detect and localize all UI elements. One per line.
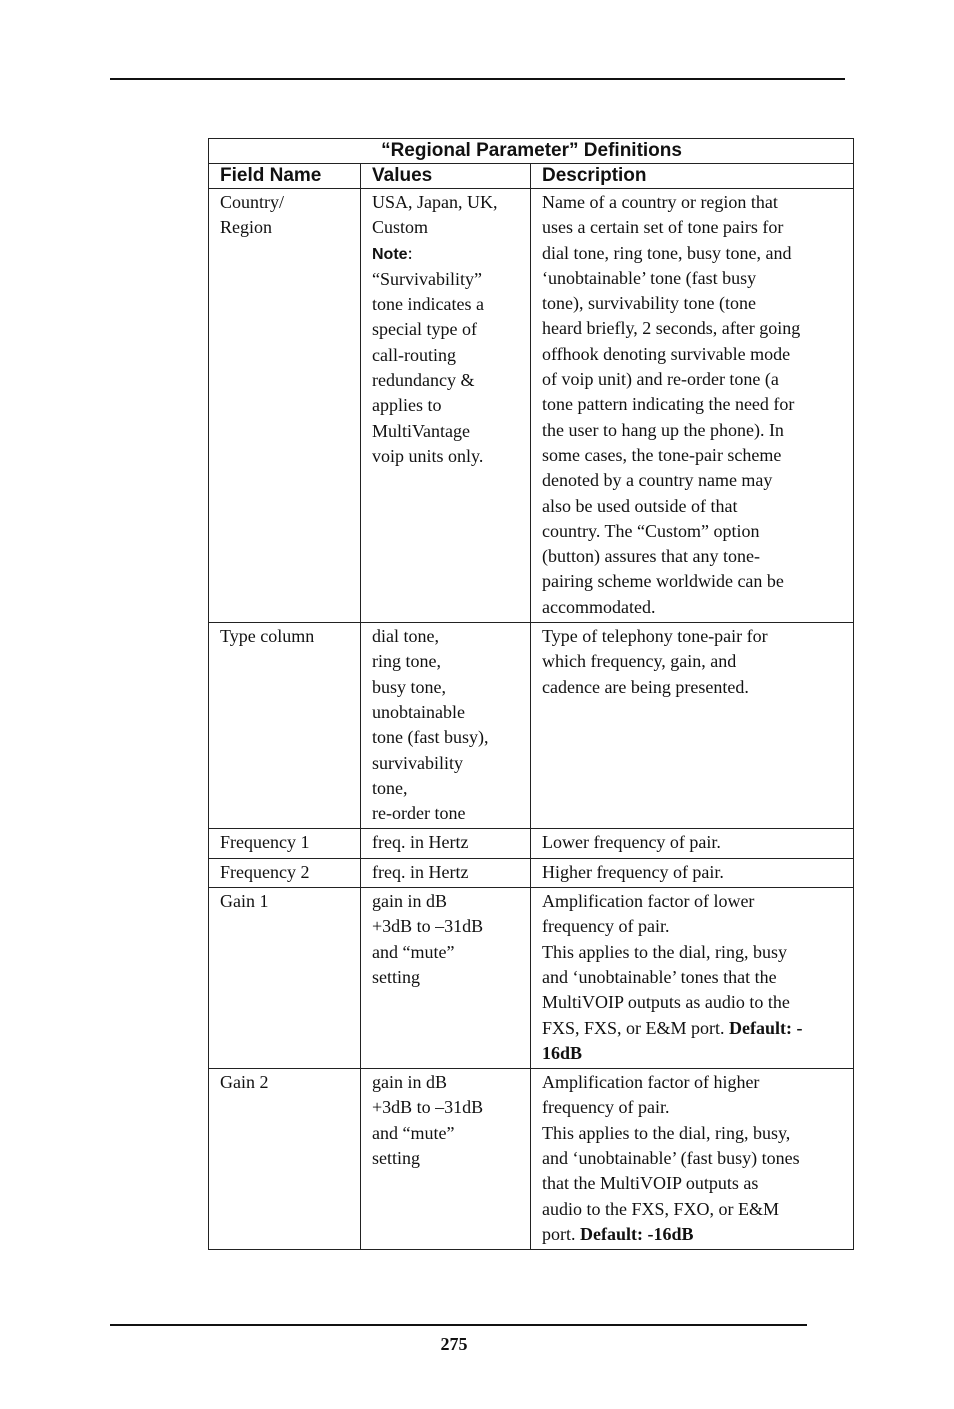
description-text: tone), survivability tone (tone <box>542 293 756 314</box>
description-text: offhook denoting survivable mode <box>542 343 791 364</box>
note-label: Note: <box>372 242 413 263</box>
header-field-name: Field Name <box>209 164 361 189</box>
field-name-text: Gain 2 <box>220 1072 269 1093</box>
page-number: 275 <box>440 1334 468 1354</box>
field-name-text: Type column <box>220 626 315 647</box>
values-text: ring tone, <box>372 651 441 672</box>
field-name-text: Frequency 2 <box>220 861 310 882</box>
values-text: re-order tone <box>372 803 466 824</box>
values-text: and “mute” <box>372 1122 455 1143</box>
description-text: (button) assures that any tone- <box>542 546 760 567</box>
values-cell <box>361 1069 531 1250</box>
note-text: “Survivability” <box>372 268 482 289</box>
values-text: Custom <box>372 217 429 238</box>
values-text: freq. in Hertz <box>372 832 469 853</box>
field-name-text: Frequency 1 <box>220 832 310 853</box>
description-text: that the MultiVOIP outputs as <box>542 1173 759 1194</box>
description-text: Name of a country or region that <box>542 192 778 212</box>
description-text: Amplification factor of higher <box>542 1072 760 1093</box>
note-text: applies to <box>372 395 442 416</box>
field-name-text: Country/ <box>220 192 285 212</box>
description-text: and ‘unobtainable’ tones that the <box>542 966 777 987</box>
table-row <box>209 858 854 887</box>
regional-parameter-table <box>208 138 854 1250</box>
header-rule <box>110 78 845 80</box>
description-text: denoted by a country name may <box>542 470 773 491</box>
values-text: dial tone, <box>372 626 439 647</box>
default-label: Default: -16dB <box>580 1223 694 1244</box>
description-text: This applies to the dial, ring, busy <box>542 941 787 962</box>
values-text: unobtainable <box>372 701 465 722</box>
values-text: busy tone, <box>372 676 446 697</box>
footer-rule <box>110 1324 807 1326</box>
values-text: tone, <box>372 777 408 798</box>
note-text: tone indicates a <box>372 294 484 315</box>
description-text: heard briefly, 2 seconds, after going <box>542 318 801 339</box>
values-text: freq. in Hertz <box>372 861 469 882</box>
description-cell <box>531 829 854 858</box>
description-text: some cases, the tone-pair scheme <box>542 444 782 465</box>
values-text: gain in dB <box>372 1072 447 1093</box>
description-text: accommodated. <box>542 596 656 617</box>
description-cell <box>531 1069 854 1250</box>
note-text: call-routing <box>372 344 456 365</box>
field-name-cell <box>209 1069 361 1250</box>
values-cell <box>361 888 531 1069</box>
description-text: frequency of pair. <box>542 1097 670 1118</box>
description-cell <box>531 888 854 1069</box>
values-text: and “mute” <box>372 941 455 962</box>
table-row <box>209 829 854 858</box>
description-text: also be used outside of that <box>542 495 738 516</box>
description-text: port. Default: -16dB <box>542 1223 694 1244</box>
values-text: setting <box>372 966 420 987</box>
field-name-cell <box>209 623 361 829</box>
description-text: uses a certain set of tone pairs for <box>542 217 784 238</box>
field-name-cell <box>209 888 361 1069</box>
description-cell <box>531 858 854 887</box>
description-text: This applies to the dial, ring, busy, <box>542 1122 791 1143</box>
field-name-text: Gain 1 <box>220 891 269 912</box>
note-text: voip units only. <box>372 445 484 466</box>
description-text: ‘unobtainable’ tone (fast busy <box>542 267 757 288</box>
description-text: cadence are being presented. <box>542 676 749 697</box>
description-text: of voip unit) and re-order tone (a <box>542 369 779 390</box>
description-text: Type of telephony tone-pair for <box>542 626 768 647</box>
values-text: setting <box>372 1147 420 1168</box>
table-row <box>209 189 854 623</box>
field-name-cell <box>209 858 361 887</box>
field-name-cell <box>209 189 361 623</box>
values-text: USA, Japan, UK, <box>372 192 498 212</box>
description-text: frequency of pair. <box>542 916 670 937</box>
default-label: Default: - <box>729 1017 803 1038</box>
description-text: Amplification factor of lower <box>542 891 755 912</box>
values-text: survivability <box>372 752 463 773</box>
table-row <box>209 623 854 829</box>
description-text: tone pattern indicating the need for <box>542 394 795 415</box>
description-text: Lower frequency of pair. <box>542 832 721 853</box>
values-cell <box>361 623 531 829</box>
table-row <box>209 1069 854 1250</box>
field-name-cell <box>209 829 361 858</box>
values-text: tone (fast busy), <box>372 727 489 748</box>
description-cell <box>531 189 854 623</box>
note-text: redundancy & <box>372 370 475 391</box>
description-text: which frequency, gain, and <box>542 651 737 672</box>
table-row <box>209 888 854 1069</box>
field-name-text: Region <box>220 217 272 238</box>
values-cell <box>361 829 531 858</box>
note-text: MultiVantage <box>372 420 470 441</box>
values-text: gain in dB <box>372 891 447 912</box>
description-cell <box>531 623 854 829</box>
values-text: +3dB to –31dB <box>372 916 484 937</box>
description-text: FXS, FXS, or E&M port. Default: - <box>542 1017 803 1038</box>
description-text: MultiVOIP outputs as audio to the <box>542 992 790 1013</box>
description-text: Higher frequency of pair. <box>542 861 724 882</box>
description-text: dial tone, ring tone, busy tone, and <box>542 242 792 263</box>
values-cell <box>361 189 531 623</box>
values-cell <box>361 858 531 887</box>
description-text: country. The “Custom” option <box>542 520 760 541</box>
header-description: Description <box>531 164 854 189</box>
header-values: Values <box>361 164 531 189</box>
values-text: +3dB to –31dB <box>372 1097 484 1118</box>
note-text: special type of <box>372 319 477 340</box>
description-text: and ‘unobtainable’ (fast busy) tones <box>542 1147 800 1168</box>
description-text: the user to hang up the phone). In <box>542 419 784 440</box>
description-text: pairing scheme worldwide can be <box>542 571 784 592</box>
default-value: 16dB <box>542 1042 583 1063</box>
description-text: audio to the FXS, FXO, or E&M <box>542 1198 780 1219</box>
table-title: “Regional Parameter” Definitions <box>209 139 854 164</box>
